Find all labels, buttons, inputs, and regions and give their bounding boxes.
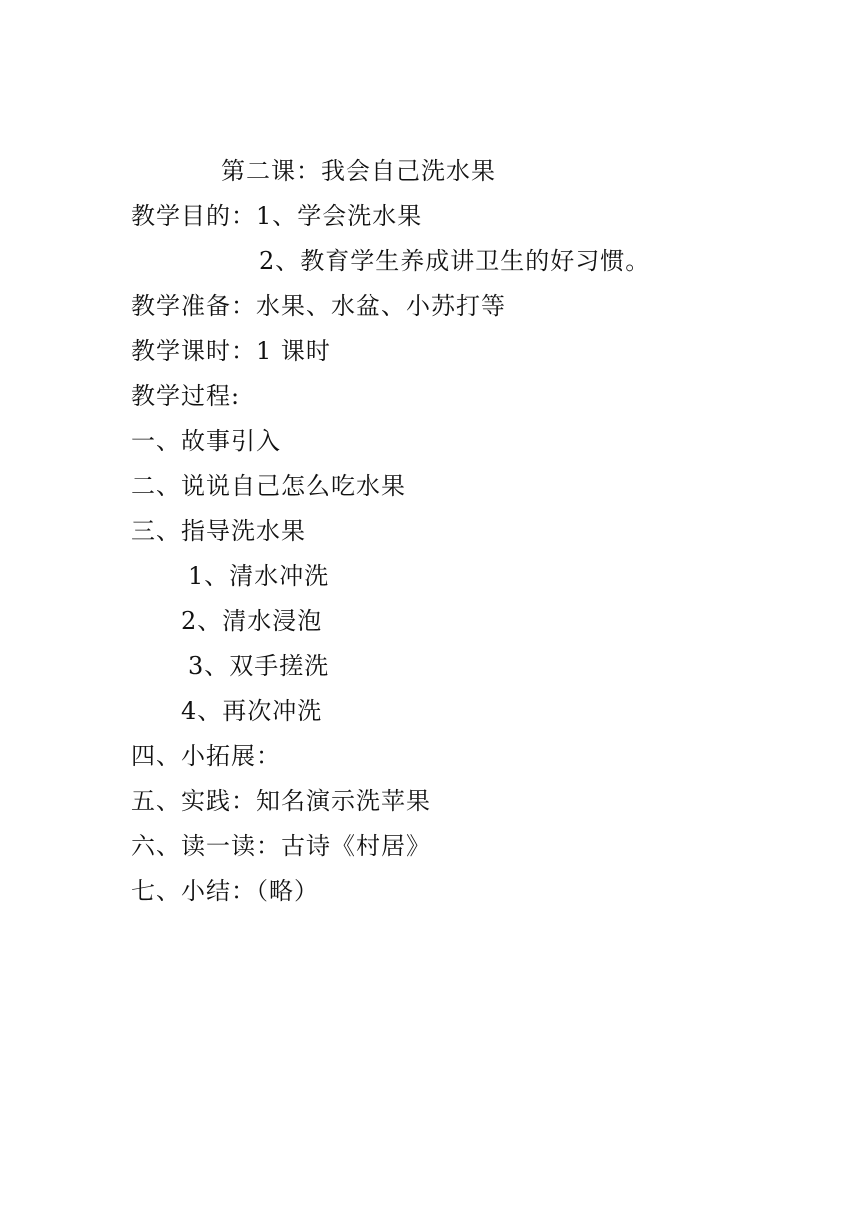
teaching-objective-line-2: 2、教育学生养成讲卫生的好习惯。 xyxy=(259,247,651,275)
section-summary: 七、小结：（略） xyxy=(131,877,319,905)
section-guide-washing: 三、指导洗水果 xyxy=(131,517,306,545)
washing-step-2: 2、清水浸泡 xyxy=(181,607,323,635)
class-hours: 教学课时：1 课时 xyxy=(131,337,331,365)
section-reading: 六、读一读：古诗《村居》 xyxy=(131,832,431,860)
teaching-process-heading: 教学过程: xyxy=(131,382,241,410)
lesson-title: 第二课：我会自己洗水果 xyxy=(221,157,496,185)
section-story-intro: 一、故事引入 xyxy=(131,427,281,455)
washing-step-3: 3、双手搓洗 xyxy=(188,652,330,680)
section-practice: 五、实践：知名演示洗苹果 xyxy=(131,787,431,815)
washing-step-1: 1、清水冲洗 xyxy=(188,562,330,590)
washing-step-4: 4、再次冲洗 xyxy=(181,697,323,725)
teaching-preparation: 教学准备：水果、水盆、小苏打等 xyxy=(131,292,506,320)
section-extension: 四、小拓展： xyxy=(131,742,281,770)
section-how-eat-fruit: 二、说说自己怎么吃水果 xyxy=(131,472,406,500)
teaching-objective-line-1: 教学目的：1、学会洗水果 xyxy=(131,202,423,230)
